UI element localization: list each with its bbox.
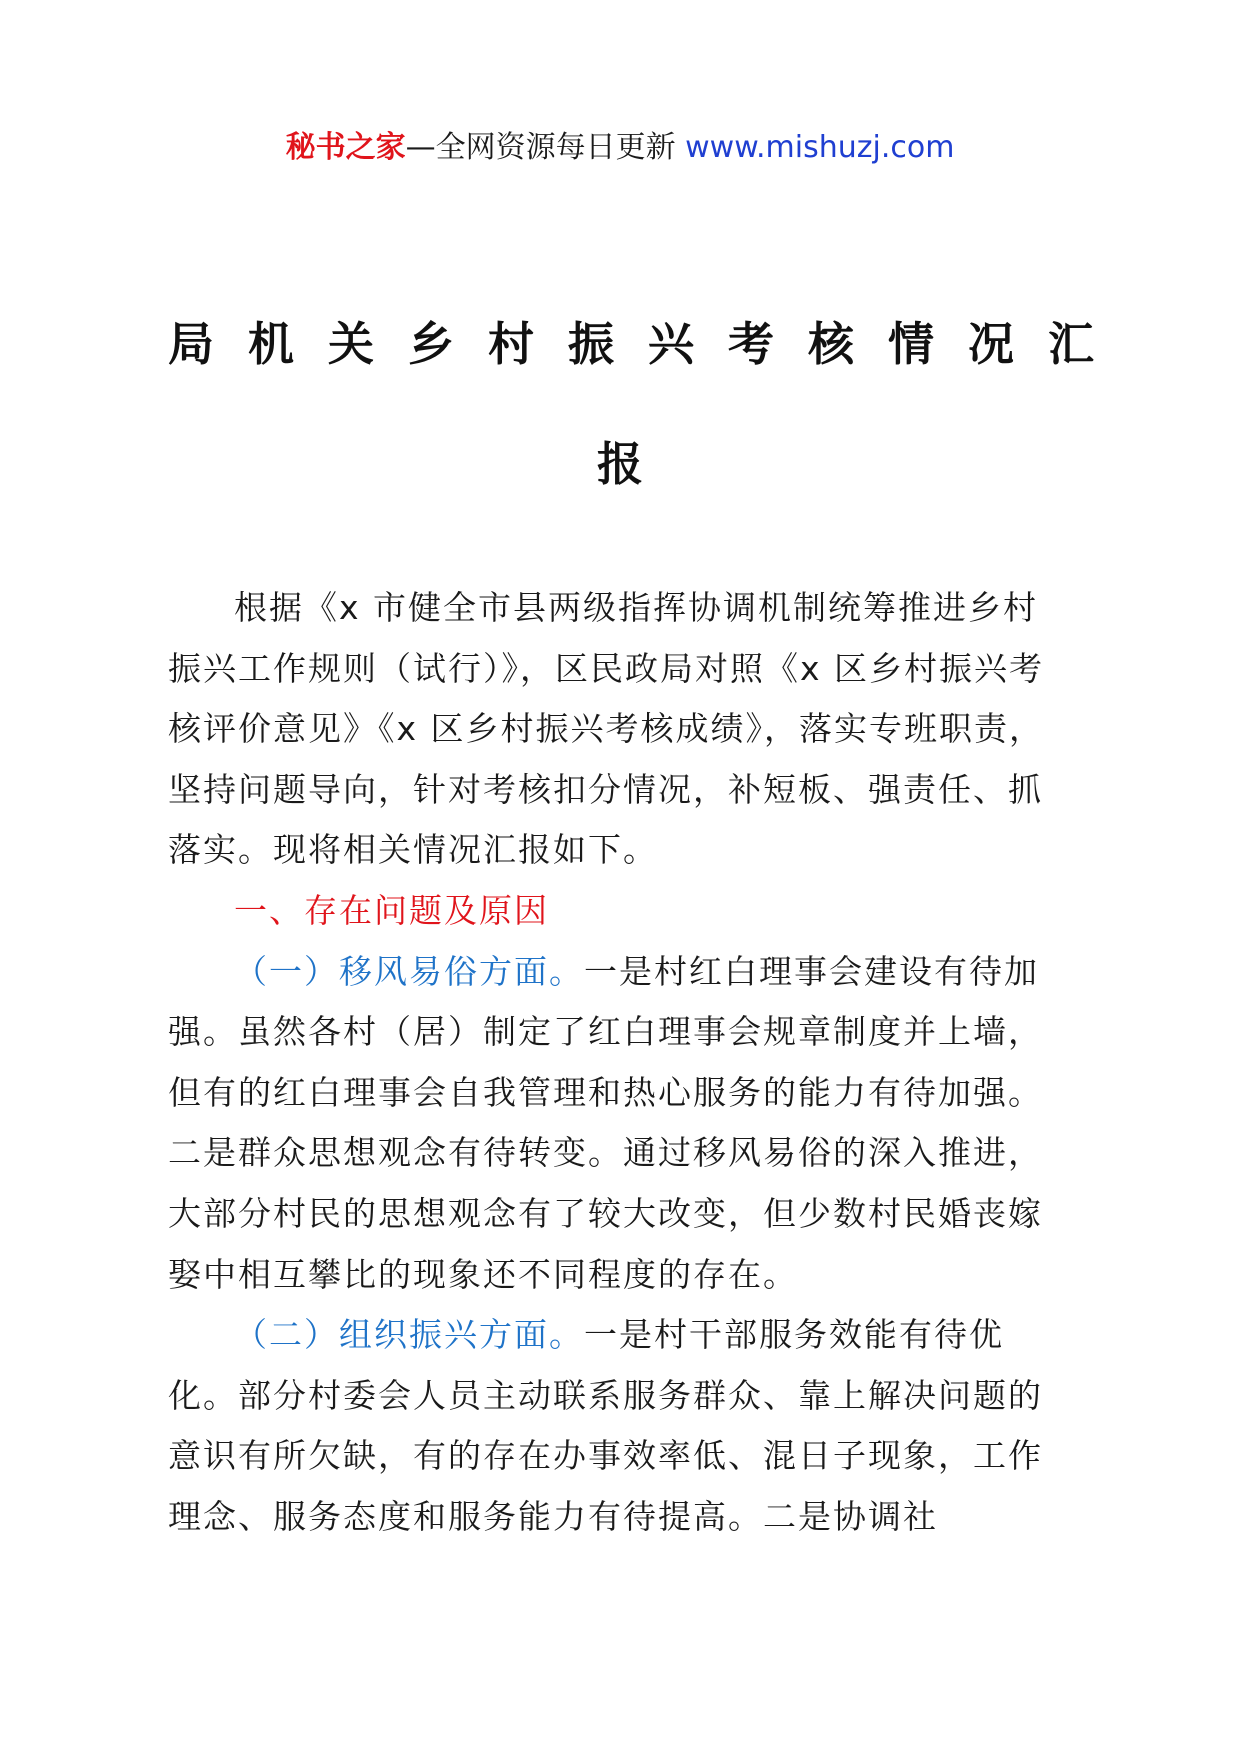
subsection-heading-2: （二）组织振兴方面。 xyxy=(234,1315,584,1355)
subsection-body-2: 一是村干部服务效能有待优化。部分村委会人员主动联系服务群众、靠上解决问题的意识有所欠缺，有的存在办事效率低、混日子现象，工作理念、服务态度和服务能力有待提高。二是协调社 xyxy=(168,1315,1043,1536)
site-header xyxy=(0,128,1240,168)
site-url-link[interactable]: www.mishuzj.com xyxy=(685,130,955,165)
subsection-heading-1: （一）移风易俗方面。 xyxy=(234,951,584,991)
intro-paragraph: 根据《x 市健全市县两级指挥协调机制统筹推进乡村振兴工作规则（试行）》，区民政局对照《x 区乡村振兴考核评价意见》《x 区乡村振兴考核成绩》，落实专班职责，坚持问题导向，针对考核扣分情况，补短板、强责任、抓落实。现将相关情况汇报如下。 xyxy=(168,588,1045,870)
site-brand: 秘书之家 xyxy=(285,130,406,165)
document-body xyxy=(168,578,1070,1548)
document-title-line-2: 报 xyxy=(597,437,643,491)
site-tagline: —全网资源每日更新 xyxy=(405,130,676,165)
document-title-line-1: 局机关乡村振兴考核情况汇 xyxy=(168,317,1128,371)
subsection-body-1: 一是村红白理事会建设有待加强。虽然各村（居）制定了红白理事会规章制度并上墙，但有的红白理事会自我管理和热心服务的能力有待加强。二是群众思想观念有待转变。通过移风易俗的深入推进，大部分村民的思想观念有了较大改变，但少数村民婚丧嫁娶中相互攀比的现象还不同程度的存在。 xyxy=(168,951,1043,1294)
subsection-paragraph-1 xyxy=(168,942,1070,1306)
subsection-paragraph-2 xyxy=(168,1305,1070,1547)
section-heading: 一、存在问题及原因 xyxy=(234,890,549,930)
